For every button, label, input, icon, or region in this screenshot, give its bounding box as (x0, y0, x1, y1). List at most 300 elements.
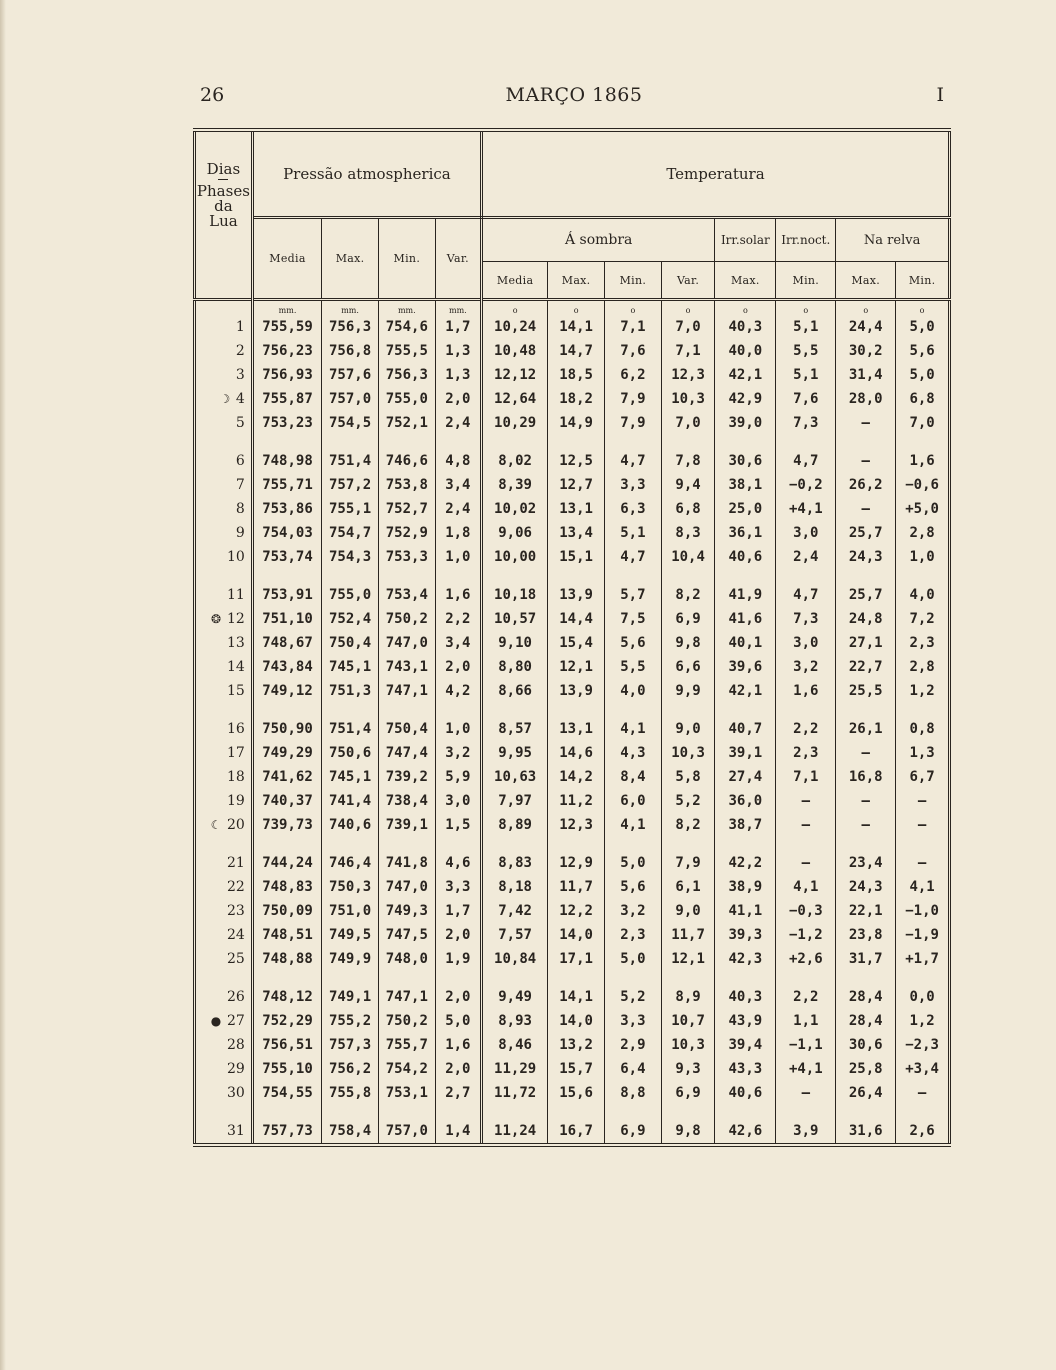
value-cell: +2,6 (776, 947, 836, 971)
value-cell: 13,9 (548, 679, 605, 703)
spacer-cell (661, 971, 715, 985)
value-cell: 4,7 (605, 449, 662, 473)
value-cell: 5,1 (776, 363, 836, 387)
spacer-cell (661, 435, 715, 449)
value-cell: 749,9 (322, 947, 379, 971)
value-cell: 750,4 (378, 717, 435, 741)
value-cell: 17,1 (548, 947, 605, 971)
unit-cell: o (715, 300, 776, 316)
value-cell: 18,2 (548, 387, 605, 411)
pressure-var-header: Var. (435, 218, 481, 300)
value-cell: 755,2 (322, 1009, 379, 1033)
spacer-cell (661, 837, 715, 851)
value-cell: 3,3 (605, 1009, 662, 1033)
value-cell: 10,7 (661, 1009, 715, 1033)
unit-cell: mm. (322, 300, 379, 316)
value-cell: 757,73 (252, 1119, 321, 1145)
value-cell: 40,1 (715, 631, 776, 655)
value-cell: 23,8 (836, 923, 896, 947)
value-cell: 39,3 (715, 923, 776, 947)
spacer-cell (896, 971, 950, 985)
spacer-cell (836, 1105, 896, 1119)
value-cell: 750,3 (322, 875, 379, 899)
day-cell (195, 1081, 253, 1105)
value-cell: — (836, 497, 896, 521)
day-cell (195, 789, 253, 813)
value-cell: 6,3 (605, 497, 662, 521)
value-cell: 1,1 (776, 1009, 836, 1033)
value-cell: 13,4 (548, 521, 605, 545)
value-cell: 746,6 (378, 449, 435, 473)
spacer-cell (776, 837, 836, 851)
pressure-group-header: Pressão atmospherica (252, 130, 481, 218)
value-cell: 1,6 (435, 583, 481, 607)
value-cell: 6,9 (661, 607, 715, 631)
day-cell (195, 947, 253, 971)
day-cell (195, 607, 253, 631)
value-cell: 9,0 (661, 899, 715, 923)
value-cell: 12,5 (548, 449, 605, 473)
value-cell: — (836, 813, 896, 837)
value-cell: 750,09 (252, 899, 321, 923)
value-cell: 22,1 (836, 899, 896, 923)
value-cell: 7,0 (661, 411, 715, 435)
value-cell: 757,6 (322, 363, 379, 387)
value-cell: 14,1 (548, 985, 605, 1009)
spacer-cell (715, 703, 776, 717)
value-cell: 26,1 (836, 717, 896, 741)
value-cell: 8,46 (482, 1033, 548, 1057)
value-cell: 2,2 (435, 607, 481, 631)
value-cell: 747,1 (378, 679, 435, 703)
relva-max-header: Max. (836, 262, 896, 300)
value-cell: 2,3 (605, 923, 662, 947)
value-cell: −0,2 (776, 473, 836, 497)
value-cell: 746,4 (322, 851, 379, 875)
spacer-cell (378, 971, 435, 985)
value-cell: 752,7 (378, 497, 435, 521)
value-cell: 42,2 (715, 851, 776, 875)
value-cell: 5,7 (605, 583, 662, 607)
value-cell: 6,9 (605, 1119, 662, 1145)
spacer-cell (836, 703, 896, 717)
phases-label: Phases (196, 182, 250, 200)
value-cell: 39,0 (715, 411, 776, 435)
table-row (195, 1119, 950, 1145)
spacer-cell (378, 837, 435, 851)
value-cell: 28,4 (836, 1009, 896, 1033)
value-cell: 40,0 (715, 339, 776, 363)
spacer-cell (378, 435, 435, 449)
value-cell: 14,0 (548, 1009, 605, 1033)
value-cell: 5,6 (605, 631, 662, 655)
table-row (195, 521, 950, 545)
value-cell: 9,8 (661, 1119, 715, 1145)
value-cell: 6,6 (661, 655, 715, 679)
value-cell: 14,0 (548, 923, 605, 947)
day-number: 6 (235, 453, 245, 469)
day-number: 28 (226, 1037, 245, 1053)
value-cell: 747,0 (378, 875, 435, 899)
value-cell: −0,6 (905, 477, 939, 493)
value-cell: 8,2 (661, 813, 715, 837)
table-row (195, 473, 950, 497)
value-cell: 750,2 (378, 1009, 435, 1033)
value-cell: 30,6 (836, 1033, 896, 1057)
value-cell: 752,29 (252, 1009, 321, 1033)
spacer-cell (715, 971, 776, 985)
day-cell (195, 679, 253, 703)
day-cell (195, 923, 253, 947)
value-cell: 11,7 (661, 923, 715, 947)
day-number: 5 (235, 415, 245, 431)
value-cell: 753,4 (378, 583, 435, 607)
table-row (195, 607, 950, 631)
value-cell: 7,3 (776, 607, 836, 631)
value-cell: 748,12 (252, 985, 321, 1009)
value-cell: 30,2 (836, 339, 896, 363)
value-cell: — (836, 449, 896, 473)
value-cell: 5,9 (435, 765, 481, 789)
value-cell: 3,2 (435, 741, 481, 765)
spacer-cell (548, 435, 605, 449)
group-spacer-row (195, 703, 950, 717)
moon-phase-icon: ☾ (210, 818, 222, 832)
group-spacer-row (195, 435, 950, 449)
value-cell: 753,3 (378, 545, 435, 569)
value-cell: 24,3 (836, 875, 896, 899)
value-cell: 10,48 (482, 339, 548, 363)
day-number: 18 (226, 769, 245, 785)
value-cell: 6,2 (605, 363, 662, 387)
spacer-cell (776, 1105, 836, 1119)
day-number: 25 (226, 951, 245, 967)
value-cell: 38,7 (715, 813, 776, 837)
value-cell: 749,29 (252, 741, 321, 765)
value-cell: 7,5 (605, 607, 662, 631)
spacer-cell (435, 1105, 481, 1119)
value-cell: 36,1 (715, 521, 776, 545)
spacer-cell (836, 435, 896, 449)
value-cell: 2,2 (776, 985, 836, 1009)
value-cell: 7,0 (661, 315, 715, 339)
value-cell: 5,0 (435, 1009, 481, 1033)
value-cell: 4,3 (605, 741, 662, 765)
value-cell: 753,91 (252, 583, 321, 607)
moon-phase-icon: ● (210, 1014, 222, 1028)
spacer-cell (548, 569, 605, 583)
value-cell: 754,7 (322, 521, 379, 545)
value-cell: 753,74 (252, 545, 321, 569)
sombra-min-header: Min. (605, 262, 662, 300)
day-number: 7 (235, 477, 245, 493)
pressure-media-header: Media (252, 218, 321, 300)
value-cell: 7,9 (605, 387, 662, 411)
value-cell: 0,0 (909, 989, 935, 1005)
unit-cell: o (776, 300, 836, 316)
value-cell: 7,97 (482, 789, 548, 813)
value-cell: 10,18 (482, 583, 548, 607)
spacer-cell (195, 435, 253, 449)
value-cell: 6,4 (605, 1057, 662, 1081)
value-cell: 10,24 (482, 315, 548, 339)
value-cell: 15,1 (548, 545, 605, 569)
value-cell: 749,12 (252, 679, 321, 703)
day-number: 12 (226, 611, 245, 627)
value-cell: 4,7 (776, 583, 836, 607)
units-day-cell (195, 300, 253, 316)
day-cell (195, 1119, 253, 1145)
value-cell: 750,2 (378, 607, 435, 631)
spacer-cell (605, 703, 662, 717)
meteorological-table (193, 128, 951, 1147)
value-cell: 27,1 (836, 631, 896, 655)
value-cell: — (776, 789, 836, 813)
value-cell: 1,2 (909, 683, 935, 699)
value-cell: −1,9 (905, 927, 939, 943)
dias-divider (218, 179, 228, 180)
table-row (195, 411, 950, 435)
value-cell: 2,3 (776, 741, 836, 765)
value-cell: 755,0 (322, 583, 379, 607)
value-cell: 2,6 (909, 1123, 935, 1139)
value-cell: 739,1 (378, 813, 435, 837)
value-cell: 1,3 (909, 745, 935, 761)
value-cell: 38,1 (715, 473, 776, 497)
value-cell: 15,4 (548, 631, 605, 655)
spacer-cell (836, 569, 896, 583)
unit-cell: mm. (435, 300, 481, 316)
value-cell: 1,8 (435, 521, 481, 545)
value-cell: 1,6 (776, 679, 836, 703)
day-number: 1 (235, 319, 245, 335)
value-cell: — (776, 1081, 836, 1105)
dias-label: Dias (206, 160, 241, 178)
value-cell: −0,3 (776, 899, 836, 923)
value-cell: — (917, 1085, 927, 1101)
value-cell: 8,93 (482, 1009, 548, 1033)
value-cell: 25,7 (836, 521, 896, 545)
spacer-cell (661, 703, 715, 717)
value-cell: 31,6 (836, 1119, 896, 1145)
value-cell: 28,0 (836, 387, 896, 411)
value-cell: 26,2 (836, 473, 896, 497)
unit-cell: o (919, 306, 925, 315)
value-cell: 7,6 (776, 387, 836, 411)
value-cell: 8,8 (605, 1081, 662, 1105)
value-cell: 25,5 (836, 679, 896, 703)
day-number: 26 (226, 989, 245, 1005)
day-number: 9 (235, 525, 245, 541)
value-cell: 4,1 (776, 875, 836, 899)
value-cell: 12,12 (482, 363, 548, 387)
value-cell: 755,59 (252, 315, 321, 339)
value-cell: 10,4 (661, 545, 715, 569)
value-cell: −1,0 (905, 903, 939, 919)
spacer-cell (482, 1105, 548, 1119)
spacer-cell (836, 971, 896, 985)
spacer-cell (322, 971, 379, 985)
value-cell: 10,02 (482, 497, 548, 521)
spacer-cell (896, 569, 950, 583)
spacer-cell (482, 971, 548, 985)
table-row (195, 631, 950, 655)
spacer-cell (252, 1105, 321, 1119)
spacer-cell (252, 837, 321, 851)
value-cell: 5,0 (605, 947, 662, 971)
value-cell: 745,1 (322, 765, 379, 789)
table-row (195, 583, 950, 607)
value-cell: 12,2 (548, 899, 605, 923)
value-cell: 1,0 (435, 717, 481, 741)
spacer-cell (605, 569, 662, 583)
spacer-cell (482, 703, 548, 717)
value-cell: 15,7 (548, 1057, 605, 1081)
spacer-cell (776, 569, 836, 583)
value-cell: 9,06 (482, 521, 548, 545)
value-cell: 1,3 (435, 363, 481, 387)
value-cell: 4,1 (605, 813, 662, 837)
spacer-cell (378, 1105, 435, 1119)
spacer-cell (435, 703, 481, 717)
unit-cell: o (605, 300, 662, 316)
value-cell: 1,7 (435, 315, 481, 339)
value-cell: 5,2 (605, 985, 662, 1009)
value-cell: 7,8 (661, 449, 715, 473)
value-cell: 1,5 (435, 813, 481, 837)
table-row (195, 923, 950, 947)
spacer-cell (715, 837, 776, 851)
value-cell: 42,6 (715, 1119, 776, 1145)
value-cell: 8,66 (482, 679, 548, 703)
value-cell: 6,7 (909, 769, 935, 785)
value-cell: 1,0 (909, 549, 935, 565)
day-cell (195, 387, 253, 411)
value-cell: 747,1 (378, 985, 435, 1009)
value-cell: 26,4 (836, 1081, 896, 1105)
value-cell: 2,8 (909, 659, 935, 675)
group-spacer-row (195, 569, 950, 583)
value-cell: 3,0 (435, 789, 481, 813)
value-cell: 739,2 (378, 765, 435, 789)
unit-cell: mm. (252, 300, 321, 316)
irr-noct-min-header: Min. (776, 262, 836, 300)
value-cell: 5,1 (776, 315, 836, 339)
value-cell: 4,1 (605, 717, 662, 741)
value-cell: 758,4 (322, 1119, 379, 1145)
table-row (195, 875, 950, 899)
page-number: 26 (200, 84, 225, 106)
day-cell (195, 851, 253, 875)
value-cell: 24,3 (836, 545, 896, 569)
value-cell: 1,7 (435, 899, 481, 923)
value-cell: 1,6 (909, 453, 935, 469)
spacer-cell (252, 569, 321, 583)
spacer-cell (715, 435, 776, 449)
value-cell: 4,2 (435, 679, 481, 703)
value-cell: 11,24 (482, 1119, 548, 1145)
na-relva-group-header: Na relva (836, 218, 950, 262)
day-cell (195, 741, 253, 765)
value-cell: 755,71 (252, 473, 321, 497)
value-cell: 13,9 (548, 583, 605, 607)
day-number: 14 (226, 659, 245, 675)
value-cell: 750,4 (322, 631, 379, 655)
value-cell: 2,3 (909, 635, 935, 651)
spacer-cell (195, 569, 253, 583)
day-number: 16 (226, 721, 245, 737)
spacer-cell (661, 1105, 715, 1119)
value-cell: 739,73 (252, 813, 321, 837)
value-cell: 40,6 (715, 545, 776, 569)
value-cell: 748,88 (252, 947, 321, 971)
value-cell: — (836, 411, 896, 435)
spacer-cell (482, 837, 548, 851)
value-cell: 8,4 (605, 765, 662, 789)
value-cell: 740,37 (252, 789, 321, 813)
relva-min-header: Min. (896, 262, 950, 300)
spacer-cell (322, 569, 379, 583)
value-cell: 39,1 (715, 741, 776, 765)
value-cell: 8,3 (661, 521, 715, 545)
value-cell: 40,6 (715, 1081, 776, 1105)
value-cell: 8,02 (482, 449, 548, 473)
value-cell: 14,9 (548, 411, 605, 435)
value-cell: 31,7 (836, 947, 896, 971)
spacer-cell (896, 1105, 950, 1119)
value-cell: 42,1 (715, 679, 776, 703)
table-row (195, 1033, 950, 1057)
moon-phase-icon: ☽ (219, 392, 231, 406)
value-cell: 5,5 (776, 339, 836, 363)
table-row (195, 1057, 950, 1081)
value-cell: 741,62 (252, 765, 321, 789)
value-cell: 7,0 (909, 415, 935, 431)
value-cell: 12,1 (661, 947, 715, 971)
value-cell: 749,3 (378, 899, 435, 923)
value-cell: 11,7 (548, 875, 605, 899)
spacer-cell (548, 837, 605, 851)
value-cell: 7,57 (482, 923, 548, 947)
value-cell: 3,4 (435, 631, 481, 655)
day-number: 31 (226, 1123, 245, 1139)
value-cell: 5,0 (605, 851, 662, 875)
value-cell: 2,7 (435, 1081, 481, 1105)
value-cell: 754,6 (378, 315, 435, 339)
value-cell: 3,0 (776, 521, 836, 545)
day-number: 23 (226, 903, 245, 919)
spacer-cell (482, 435, 548, 449)
group-spacer-row (195, 971, 950, 985)
value-cell: 3,2 (776, 655, 836, 679)
value-cell: 756,8 (322, 339, 379, 363)
value-cell: 749,5 (322, 923, 379, 947)
value-cell: 11,2 (548, 789, 605, 813)
value-cell: — (776, 813, 836, 837)
day-number: 22 (226, 879, 245, 895)
spacer-cell (836, 837, 896, 851)
table-row (195, 339, 950, 363)
spacer-cell (378, 569, 435, 583)
value-cell: 747,4 (378, 741, 435, 765)
value-cell: 41,1 (715, 899, 776, 923)
value-cell: −2,3 (905, 1037, 939, 1053)
value-cell: 10,3 (661, 1033, 715, 1057)
value-cell: — (917, 855, 927, 871)
day-number: 17 (226, 745, 245, 761)
table-row (195, 1081, 950, 1105)
value-cell: 13,1 (548, 717, 605, 741)
